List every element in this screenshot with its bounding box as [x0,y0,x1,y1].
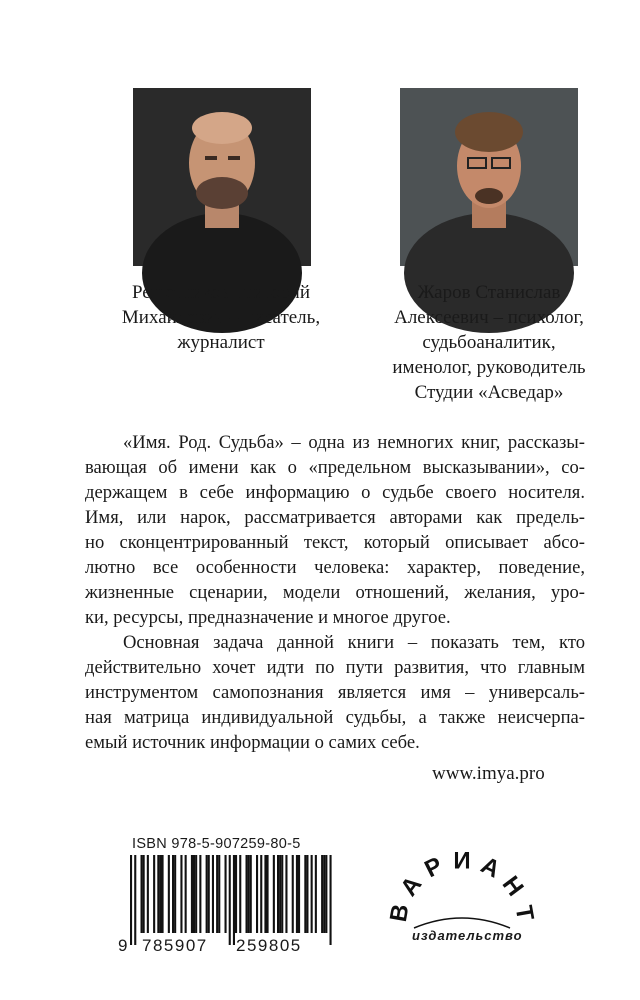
description-line: Основная задача данной книги – показать тем, кто [123,632,585,653]
barcode-bar [246,855,248,933]
barcode-bar [321,855,323,933]
caption-line: Жаров Станислав [417,282,561,303]
caption-line: Алексеевич – психолог, [394,307,584,328]
barcode-bar [191,855,193,933]
logo-letter: А [395,871,428,902]
barcode-bar [130,855,132,945]
description-line: ки, ресурсы, предназначение и многое другое. [85,607,451,628]
barcode-bar [143,855,145,933]
barcode-bar [256,855,258,933]
barcode-bar [212,855,214,933]
description-line: держащем в себе информацию о судьбе своего носителя. [85,482,585,503]
barcode-bar [260,855,262,933]
barcode-bar [195,855,197,933]
author-photo-zharov [400,88,578,266]
website-url: www.imya.pro [432,763,545,784]
barcode-bar [267,855,269,933]
barcode-bar [159,855,161,933]
barcode-bar [323,855,325,933]
barcode-bar [248,855,250,933]
barcode-bar [218,855,220,933]
author-photo-reshetnikov [133,88,311,266]
barcode-bar [239,855,241,933]
description-line: «Имя. Род. Судьба» – одна из немногих книг, рассказы- [123,432,585,453]
barcode-bar [292,855,294,933]
barcode-bar [172,855,174,933]
barcode-bar [216,855,218,933]
barcode-bar [273,855,275,933]
description-line: но сконцентрированный текст, который описывает абсо- [85,532,585,553]
caption-line: Михайлович – писатель, [121,307,321,328]
logo-letter: Н [496,871,529,902]
caption-line: журналист [177,332,265,353]
author-caption-right [374,280,604,405]
barcode-bar [134,855,136,945]
description-line: Имя, или нарок, рассматривается авторами как предель- [85,507,585,528]
logo-letter: А [476,851,505,884]
barcode-bar [279,855,281,933]
barcode-bar [304,855,306,933]
description-line: инструментом самопознания является имя – универсаль- [85,682,585,703]
barcode-bar [298,855,300,933]
caption-line: именолог, руководитель [392,357,586,378]
barcode-bar [141,855,143,933]
isbn-label: ISBN 978-5-907259-80-5 [132,836,301,852]
author-caption-left [106,280,336,355]
barcode-bar [174,855,176,933]
barcode-bar [285,855,287,933]
caption-line: Студии «Асведар» [414,382,564,403]
barcode-bar [233,855,235,945]
barcode-bar [277,855,279,933]
barcode-digits-group2: 259805 [236,936,302,955]
book-description [85,430,585,755]
barcode-bar [208,855,210,933]
description-line: жизненные сценарии, модели отношений, желания, уро- [85,582,585,603]
barcode-bar [306,855,308,933]
logo-letter: В [385,902,415,924]
barcode-bar [206,855,208,933]
barcode-digits-group1: 785907 [142,936,208,955]
barcode-bar [330,855,332,945]
barcode-bar [185,855,187,933]
description-line: ная матрица индивидуальной судьбы, а также неисчерпа- [85,707,585,728]
logo-letter: Р [420,851,447,884]
barcode-bar [315,855,317,933]
logo-arc [414,918,510,928]
barcode-bar [296,855,298,933]
barcode-bar [281,855,283,933]
barcode-bar [162,855,164,933]
barcode-bar [199,855,201,933]
barcode-bar [180,855,182,933]
barcode-bar [157,855,159,933]
caption-line: судьбоаналитик, [422,332,556,353]
barcode-bar [225,855,227,933]
barcode-digit-first: 9 [118,936,128,955]
description-line: емый источник информации о самих себе. [85,732,420,753]
description-line: действительно хочет идти по пути развития, что главным [85,657,585,678]
description-line: лютно все особенности человека: характер, поведение, [85,557,585,578]
barcode-bar [229,855,231,945]
barcode-bar [235,855,237,933]
barcode-bar [325,855,327,933]
logo-letter: И [453,847,471,875]
description-line: вающая об имени как о «предельном высказывании», со- [85,457,585,478]
barcode-bar [147,855,149,933]
barcode-bar [168,855,170,933]
barcode-bar [153,855,155,933]
caption-line: Решетников Григорий [131,282,311,303]
logo-letter: Т [509,903,539,923]
barcode-bar [264,855,266,933]
publisher-subtitle: издательство [412,928,523,943]
barcode-bar [311,855,313,933]
barcode-bar [250,855,252,933]
barcode-bar [193,855,195,933]
